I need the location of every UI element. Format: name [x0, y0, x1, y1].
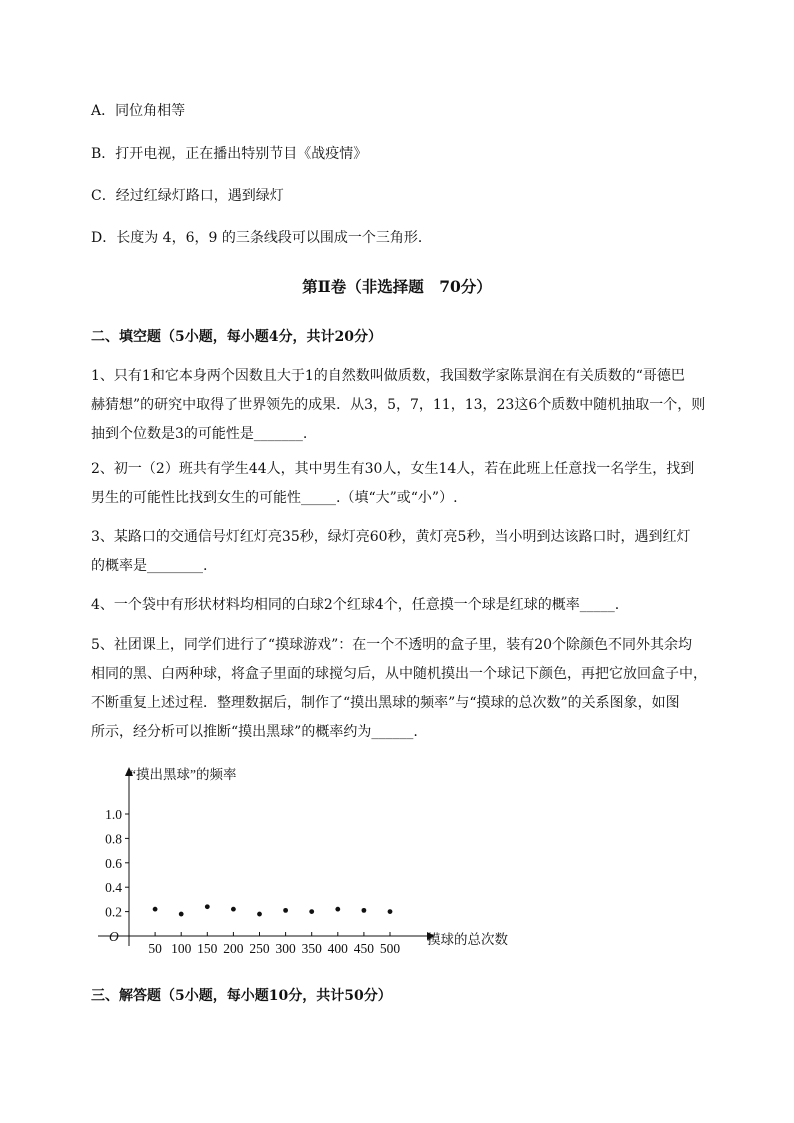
question-4-line-1: 4、一个袋中有形状材料均相同的白球2个红球4个，任意摸一个球是红球的概率_____.	[91, 597, 620, 613]
y-tick-label: 1.0	[105, 807, 122, 822]
question-5-line-4: 所示，经分析可以推断“摸出黑球”的概率约为______.	[91, 724, 418, 740]
x-tick-label: 100	[171, 941, 192, 955]
y-tick-label: 0.4	[105, 880, 122, 896]
question-4	[91, 591, 709, 620]
data-point	[362, 908, 367, 913]
y-tick-label: 0.8	[105, 831, 122, 847]
data-point	[335, 907, 340, 912]
data-point	[283, 908, 288, 913]
x-tick-label: 450	[353, 941, 375, 955]
data-point	[388, 909, 393, 914]
data-point	[153, 907, 158, 912]
x-tick-label: 350	[301, 941, 322, 955]
question-5	[91, 631, 709, 747]
option-a: A．同位角相等	[91, 103, 186, 119]
data-point	[257, 912, 262, 917]
chart-axes	[98, 767, 435, 946]
x-tick-label: 250	[249, 941, 270, 955]
data-point	[179, 912, 184, 917]
chart-ylabel: “摸出黑球”的频率	[130, 767, 237, 782]
question-1-line-1: 1、只有1和它本身两个因数且大于1的自然数叫做质数，我国数学家陈景润在有关质数的“哥德巴	[91, 368, 685, 384]
question-3-line-2: 的概率是________.	[91, 558, 208, 574]
part2-title: 第Ⅱ卷（非选择题 70分）	[302, 277, 492, 296]
question-3	[91, 523, 709, 581]
chart-ticks	[105, 807, 400, 955]
x-tick-label: 200	[223, 941, 244, 955]
question-1-line-3: 抽到个位数是3的可能性是_______.	[91, 426, 308, 442]
option-c: C．经过红绿灯路口，遇到绿灯	[91, 188, 284, 204]
chart-xlabel: 摸球的总次数	[427, 932, 508, 947]
question-1-line-2: 赫猜想”的研究中取得了世界领先的成果．从3，5，7，11，13，23这6个质数中随机抽取一个，则	[91, 397, 706, 413]
data-point	[205, 904, 210, 909]
question-3-line-1: 3、某路口的交通信号灯红灯亮35秒，绿灯亮60秒，黄灯亮5秒，当小明到达该路口时，遇到红灯	[91, 529, 691, 545]
y-tick-label: 0.2	[105, 904, 122, 920]
data-point	[231, 907, 236, 912]
question-5-line-2: 相同的黑、白两种球，将盒子里面的球搅匀后，从中随机摸出一个球记下颜色，再把它放回盒子中，	[91, 666, 707, 682]
frequency-chart	[95, 760, 535, 955]
question-5-line-3: 不断重复上述过程．整理数据后，制作了“摸出黑球的频率”与“摸球的总次数”的关系图象，如图	[91, 695, 680, 711]
question-5-line-1: 5、社团课上，同学们进行了“摸球游戏”：在一个不透明的盒子里，装有20个除颜色不同外其余均	[91, 637, 693, 653]
x-tick-label: 400	[327, 941, 348, 955]
question-1	[91, 362, 709, 449]
x-tick-label: 150	[197, 941, 218, 955]
data-point	[309, 909, 314, 914]
option-b: B．打开电视，正在播出特别节目《战疫情》	[91, 146, 368, 162]
x-tick-label: 300	[275, 941, 296, 955]
x-tick-label: 500	[379, 941, 401, 955]
section2-heading: 二、填空题（5小题，每小题4分，共计20分）	[91, 329, 382, 345]
question-2	[91, 455, 709, 513]
question-2-line-2: 男生的可能性比找到女生的可能性_____.（填“大”或“小”）.	[91, 490, 458, 506]
section3-heading: 三、解答题（5小题，每小题10分，共计50分）	[91, 988, 392, 1004]
question-2-line-1: 2、初一（2）班共有学生44人，其中男生有30人，女生14人，若在此班上任意找一名学生，找到	[91, 461, 695, 477]
chart-origin-label: O	[109, 929, 119, 944]
x-tick-label: 50	[148, 941, 162, 955]
chart-points	[153, 904, 393, 916]
option-d: D．长度为 4，6，9 的三条线段可以围成一个三角形．	[91, 230, 432, 246]
y-tick-label: 0.6	[105, 855, 122, 871]
